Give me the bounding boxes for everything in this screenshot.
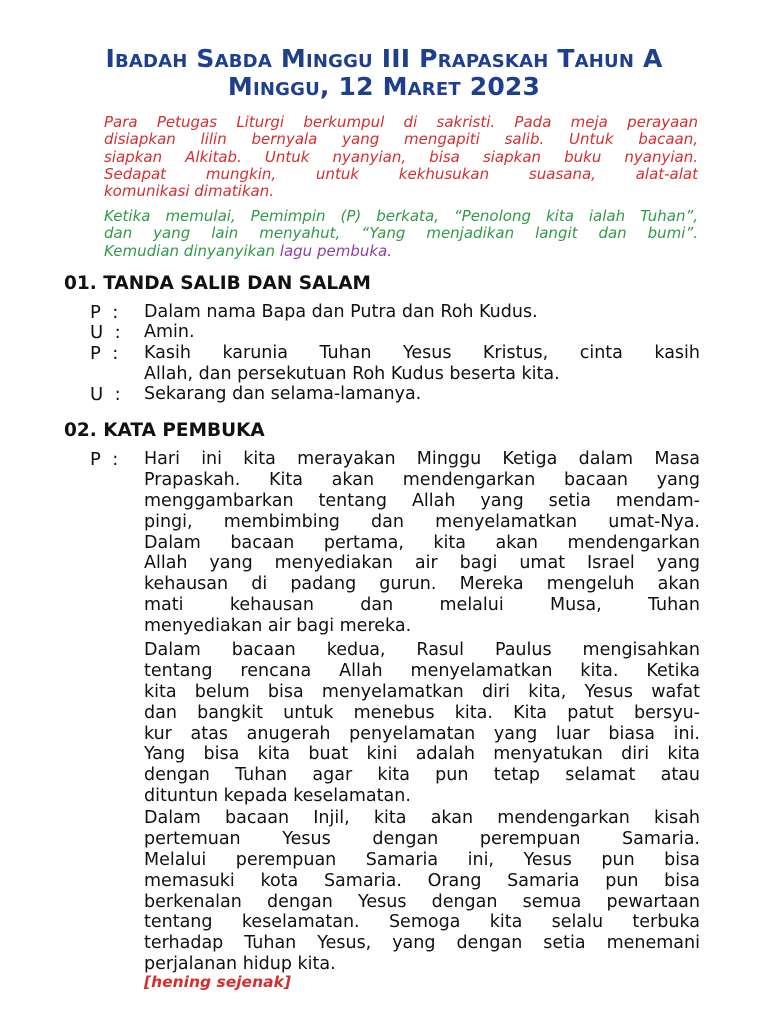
document-date: Minggu, 12 Maret 2023 [227, 72, 541, 101]
opening-line: dituntun kepada keselamatan. [144, 786, 411, 807]
opening-line: kur atas anugerah penyelamatan yang luar biasa ini. [144, 723, 700, 744]
opening-line: berkenalan dengan Yesus dengan semua pewartaan [144, 891, 700, 912]
rubric-line [104, 243, 698, 260]
opening-line: mati kehausan dan melalui Musa, Tuhan [144, 595, 700, 616]
opening-line: tentang rencana Allah menyelamatkan kita. Ketika [144, 660, 700, 681]
section-title-sign-of-cross: 01. TANDA SALIB DAN SALAM [64, 273, 371, 294]
opening-line: perjalanan hidup kita. [144, 954, 336, 975]
role-label: P : [90, 449, 119, 470]
rubric-song-highlight: lagu pembuka. [279, 242, 392, 260]
opening-line: Dalam bacaan pertama, kita akan mendengarkan [144, 532, 700, 553]
silence-rubric: [hening sejenak] [144, 973, 291, 991]
dialogue-text [144, 322, 700, 343]
opening-line: dengan Tuhan agar kita pun tetap selamat atau [144, 765, 700, 786]
dialogue-text [144, 302, 700, 323]
role-label: P : [90, 302, 119, 323]
role-label: U : [90, 322, 121, 343]
opening-line: tentang keselamatan. Semoga kita selalu terbuka [144, 912, 700, 933]
opening-line: Yang bisa kita buat kini adalah menyatukan diri kita [144, 744, 700, 765]
document-title: Ibadah Sabda Minggu III Prapaskah Tahun A [105, 44, 663, 73]
opening-paragraph-3 [144, 808, 700, 975]
dialogue-line: Dalam nama Bapa dan Putra dan Roh Kudus. [144, 302, 538, 322]
role-label: P : [90, 343, 119, 364]
rubric-line: Ketika memulai, Pemimpin (P) berkata, “Penolong kita ialah Tuhan”, [104, 208, 698, 225]
opening-line: pertemuan Yesus dengan perempuan Samaria. [144, 828, 700, 849]
opening-line: Prapaskah. Kita akan mendengarkan bacaan yang [144, 469, 700, 490]
opening-line: dan bangkit untuk menebus kita. Kita patut bersyu- [144, 702, 700, 723]
opening-line: Dalam bacaan kedua, Rasul Paulus mengisahkan [144, 640, 700, 660]
rubric-preparation [104, 114, 698, 200]
role-label: U : [90, 384, 121, 405]
opening-line: Hari ini kita merayakan Minggu Ketiga dalam Masa [144, 449, 700, 469]
rubric-line: komunikasi dimatikan. [104, 183, 274, 201]
rubric-text: Kemudian dinyanyikan [104, 242, 276, 260]
dialogue-line: Sekarang dan selama-lamanya. [144, 384, 422, 404]
opening-line: memasuki kota Samaria. Orang Samaria pun bisa [144, 870, 700, 891]
dialogue-line: Allah, dan persekutuan Roh Kudus beserta kita. [144, 363, 560, 384]
rubric-line: siapkan Alkitab. Untuk nyanyian, bisa siapkan buku nyanyian. [104, 148, 698, 166]
dialogue-text [144, 343, 700, 385]
section-title-opening-words: 02. KATA PEMBUKA [64, 420, 265, 441]
opening-line: kita belum bisa menyelamatkan diri kita, Yesus wafat [144, 681, 700, 702]
rubric-line: dan yang lain menyahut, “Yang menjadikan langit dan bumi”. [104, 225, 698, 243]
opening-line: pingi, membimbing dan menyelamatkan umat-Nya. [144, 511, 700, 532]
rubric-line: Sedapat mungkin, untuk kekhusukan suasana, alat-alat [104, 165, 698, 183]
opening-line: kehausan di padang gurun. Mereka mengeluh akan [144, 574, 700, 595]
opening-line: Melalui perempuan Samaria ini, Yesus pun bisa [144, 849, 700, 870]
opening-line: Allah yang menyediakan air bagi umat Israel yang [144, 553, 700, 574]
dialogue-text [144, 384, 700, 405]
rubric-line: Para Petugas Liturgi berkumpul di sakristi. Pada meja perayaan [104, 114, 698, 131]
rubric-opening [104, 208, 698, 260]
dialogue-line: Amin. [144, 322, 195, 342]
opening-line: terhadap Tuhan Yesus, yang dengan setia menemani [144, 933, 700, 954]
opening-paragraph-1 [144, 449, 700, 637]
rubric-line: disiapkan lilin bernyala yang mengapiti salib. Untuk bacaan, [104, 131, 698, 149]
opening-line: menyediakan air bagi mereka. [144, 616, 412, 637]
opening-paragraph-2 [144, 640, 700, 807]
opening-line: Dalam bacaan Injil, kita akan mendengarkan kisah [144, 808, 700, 828]
opening-line: menggambarkan tentang Allah yang setia mendam- [144, 490, 700, 511]
dialogue-line: Kasih karunia Tuhan Yesus Kristus, cinta kasih [144, 343, 700, 363]
